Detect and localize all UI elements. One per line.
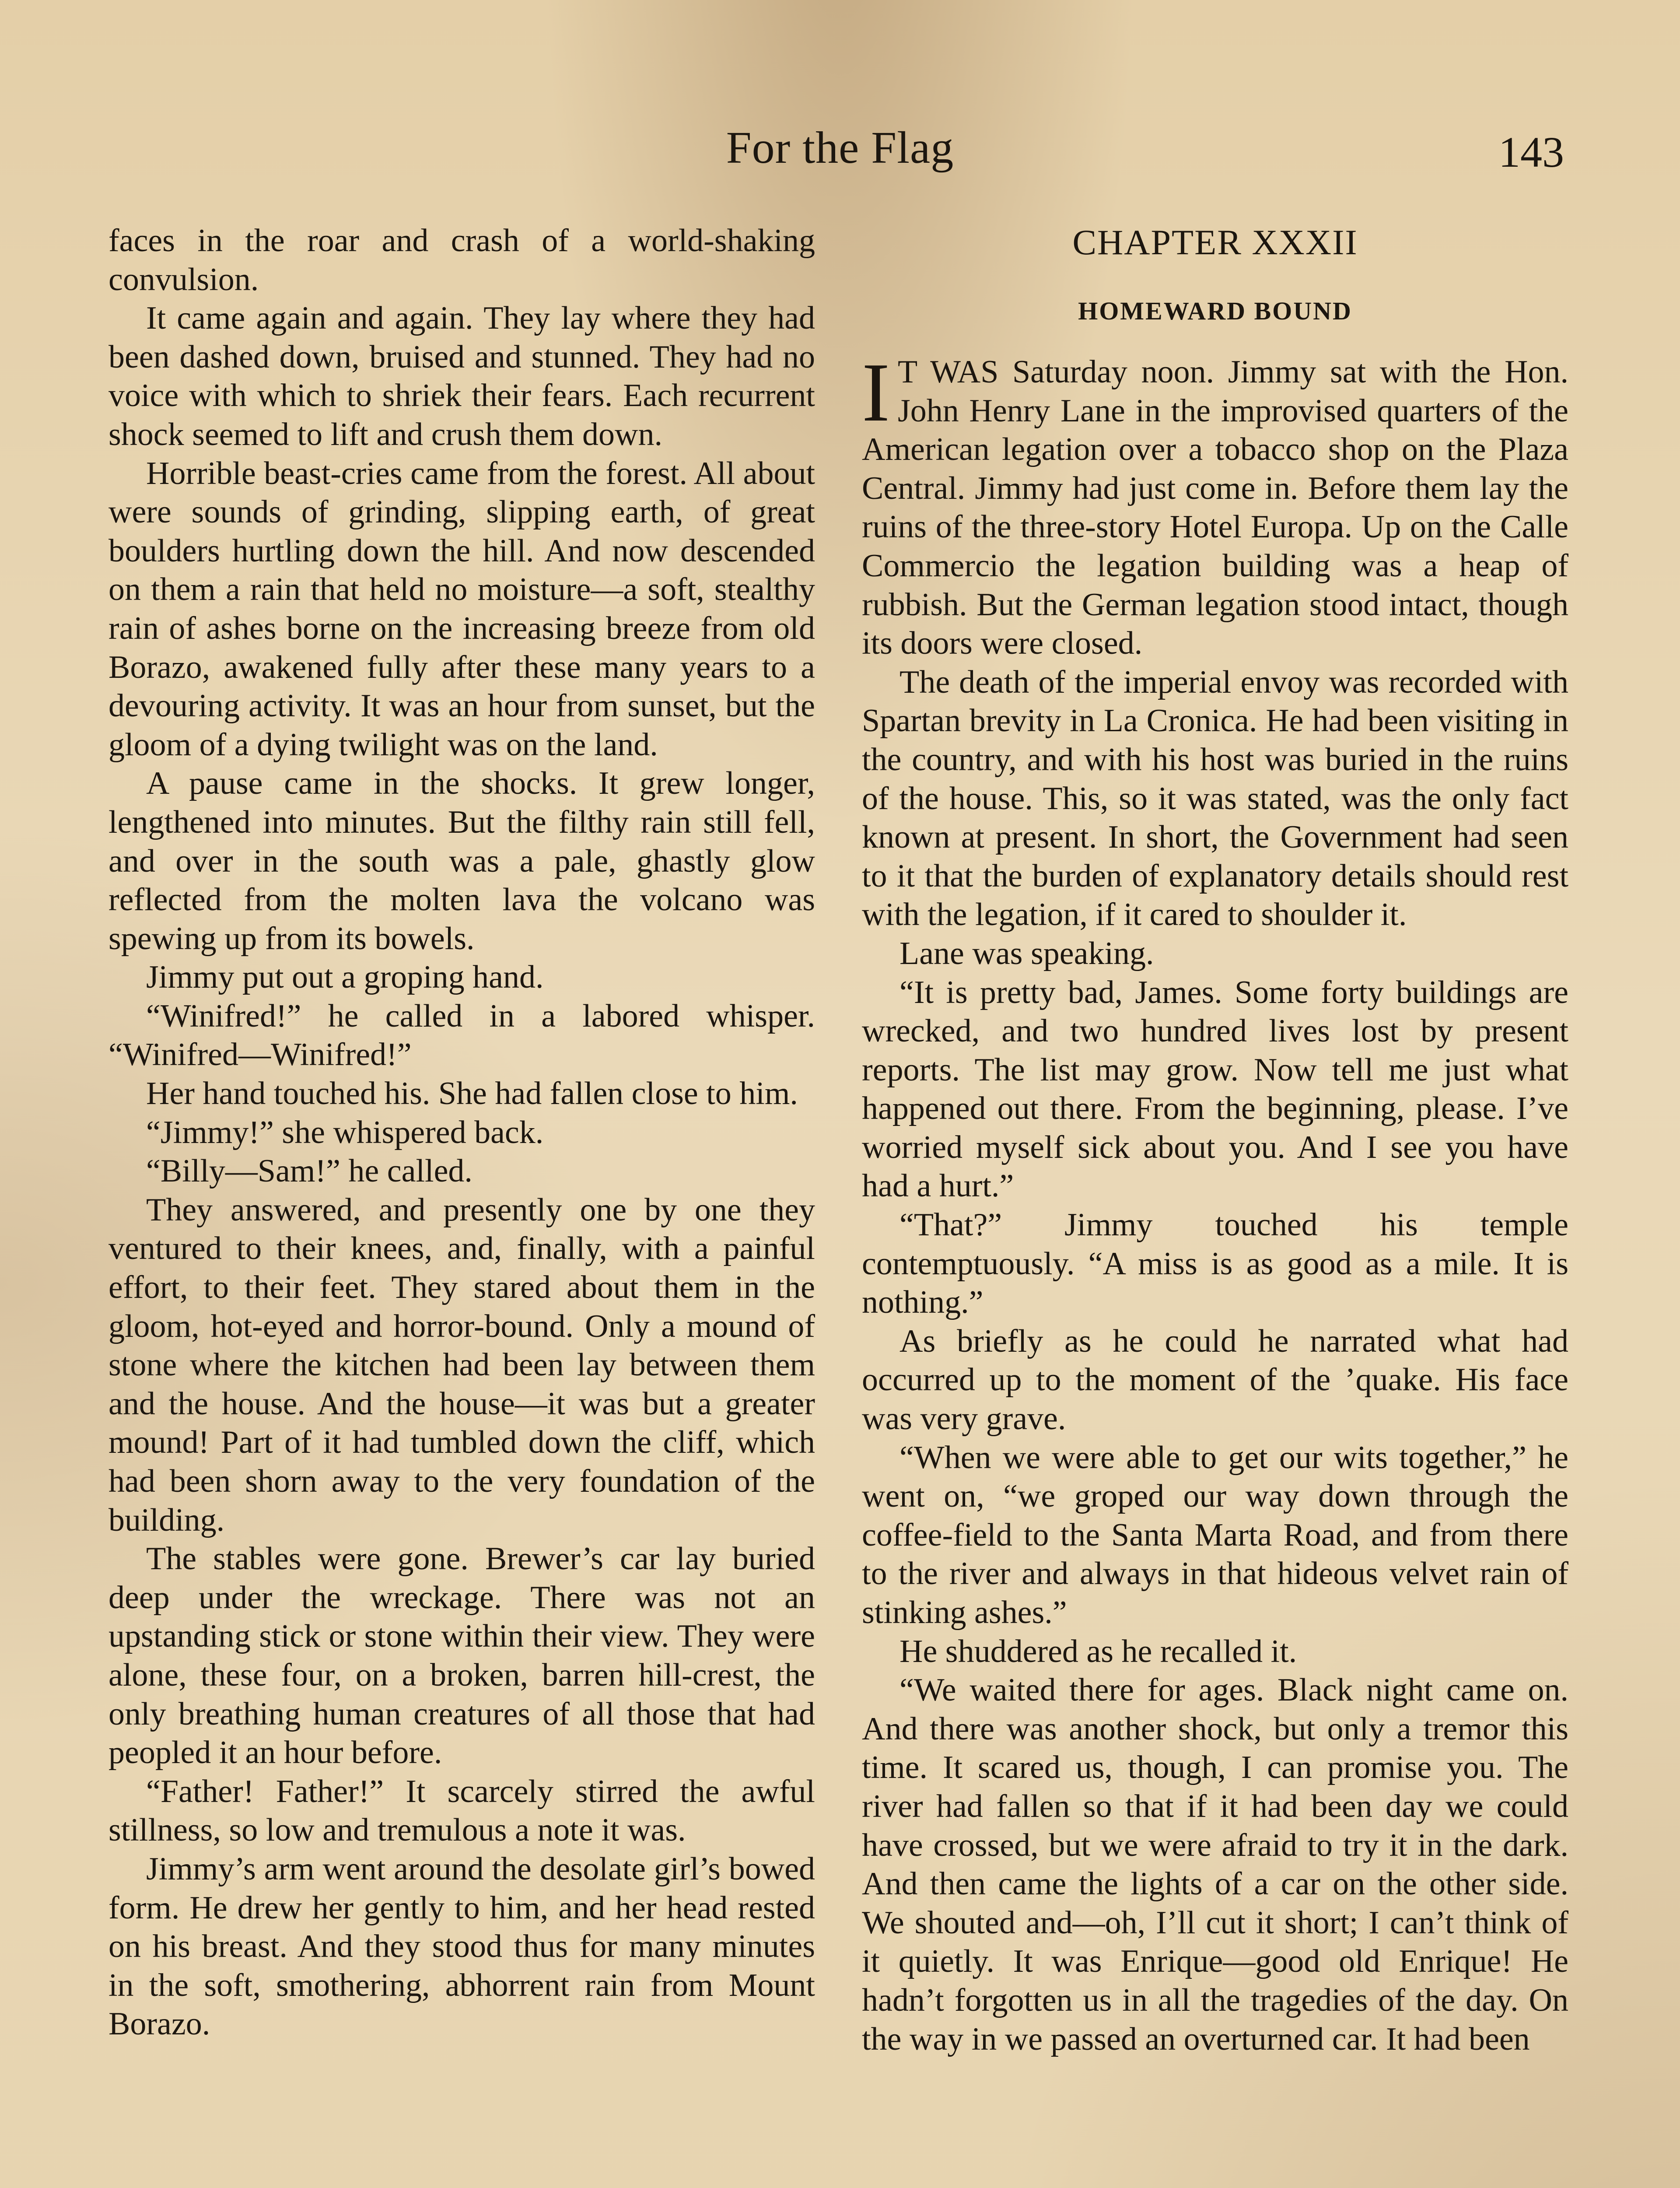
paragraph: “That?” Jimmy touched his temple contemptuously. “A miss is as good as a mile. It is nothing.”: [862, 1207, 1568, 1321]
running-title: For the Flag: [726, 123, 954, 173]
paragraph: “Winifred!” he called in a labored whisper. “Winifred—Winifred!”: [108, 998, 815, 1073]
right-column: [862, 221, 1568, 2058]
paragraph: “Father! Father!” It scarcely stirred the awful stillness, so low and tremulous a note it was.: [108, 1773, 815, 1848]
opening-paragraph: [862, 346, 1568, 663]
paragraph: Lane was speaking.: [900, 935, 1154, 971]
paragraph: They answered, and presently one by one they ventured to their knees, and, finally, with a painful effort, to their feet. They stared about them in the gloom, hot-eyed and horror-bound. Only a mound of stone where the kitchen had been lay between them and the house. And the house—it was but a greater mound! Part of it had tumbled down the cliff, which had been shorn away to the very foundation of the building.: [108, 1192, 815, 1538]
paragraph: As briefly as he could he narrated what had occurred up to the moment of the ’quake. His face was very grave.: [862, 1323, 1568, 1437]
paragraph: Jimmy put out a groping hand.: [146, 959, 544, 996]
opening-text: T WAS Saturday noon. Jimmy sat with the Hon. John Henry Lane in the improvised quarters of the American legation over a tobacco shop on the Plaza Central. Jimmy had just come in. Before them lay the ruins of the three-story Hotel Europa. Up on the Calle Commercio the legation building was a heap of rubbish. But the German legation stood intact, though its doors were closed.: [862, 354, 1568, 662]
paragraph: faces in the roar and crash of a world-shaking convulsion.: [108, 223, 815, 298]
paragraph: “Jimmy!” she whispered back.: [146, 1114, 544, 1150]
paragraph: “Billy—Sam!” he called.: [146, 1153, 472, 1189]
chapter-heading: CHAPTER XXXII: [1072, 222, 1358, 262]
paragraph: Jimmy’s arm went around the desolate girl’s bowed form. He drew her gently to him, and her head rested on his breast. And they stood thus for many minutes in the soft, smothering, abhorrent rain from Mount Borazo.: [108, 1851, 815, 2042]
paragraph: It came again and again. They lay where they had been dashed down, bruised and stunned. They had no voice with which to shriek their fears. Each recurrent shock seemed to lift and crush them down.: [108, 300, 815, 452]
paragraph: He shuddered as he recalled it.: [900, 1633, 1297, 1669]
left-column: [108, 221, 815, 2044]
paragraph: “It is pretty bad, James. Some forty buildings are wrecked, and two hundred lives lost by present reports. The list may grow. Now tell me just what happened out there. From the beginning, please. I’ve worried myself sick about you. And I see you have had a hurt.”: [862, 974, 1568, 1204]
paragraph: “When we were able to get our wits together,” he went on, “we groped our way down through the coffee-field to the Santa Marta Road, and from there to the river and always in that hideous velvet rain of stinking ashes.”: [862, 1439, 1568, 1630]
paragraph: “We waited there for ages. Black night came on. And there was another shock, but only a tremor this time. It scared us, though, I can promise you. The river had fallen so that if it had been day we could have crossed, but we were afraid to try it in the dark. And then came the lights of a car on the other side. We shouted and—oh, I’ll cut it short; I can’t think of it quietly. It was Enrique—good old Enrique! He hadn’t forgotten us in all the tragedies of the day. On the way in we passed an overturned car. It had been: [862, 1672, 1568, 2057]
paragraph: Horrible beast-cries came from the forest. All about were sounds of grinding, slipping earth, of great boulders hurtling down the hill. And now descended on them a rain that held no moisture—a soft, stealthy rain of ashes borne on the increasing breeze from old Borazo, awakened fully after these many years to a devouring activity. It was an hour from sunset, but the gloom of a dying twilight was on the land.: [108, 455, 815, 763]
chapter-subtitle: HOMEWARD BOUND: [1078, 297, 1352, 325]
page-number: 143: [1498, 128, 1564, 176]
drop-cap: I: [862, 346, 890, 439]
paragraph: The stables were gone. Brewer’s car lay buried deep under the wreckage. There was not an upstanding stick or stone within their view. They were alone, these four, on a broken, barren hill-crest, the only breathing human creatures of all those that had peopled it an hour before.: [108, 1541, 815, 1771]
paragraph: Her hand touched his. She had fallen close to him.: [146, 1076, 798, 1112]
paragraph: The death of the imperial envoy was recorded with Spartan brevity in La Cronica. He had been visiting in the country, and with his host was buried in the ruins of the house. This, so it was stated, was the only fact known at present. In short, the Government had seen to it that the burden of explanatory details should rest with the legation, if it cared to shoulder it.: [862, 664, 1568, 933]
paragraph: A pause came in the shocks. It grew longer, lengthened into minutes. But the filthy rain still fell, and over in the south was a pale, ghastly glow reflected from the molten lava the volcano was spewing up from its bowels.: [108, 765, 815, 957]
